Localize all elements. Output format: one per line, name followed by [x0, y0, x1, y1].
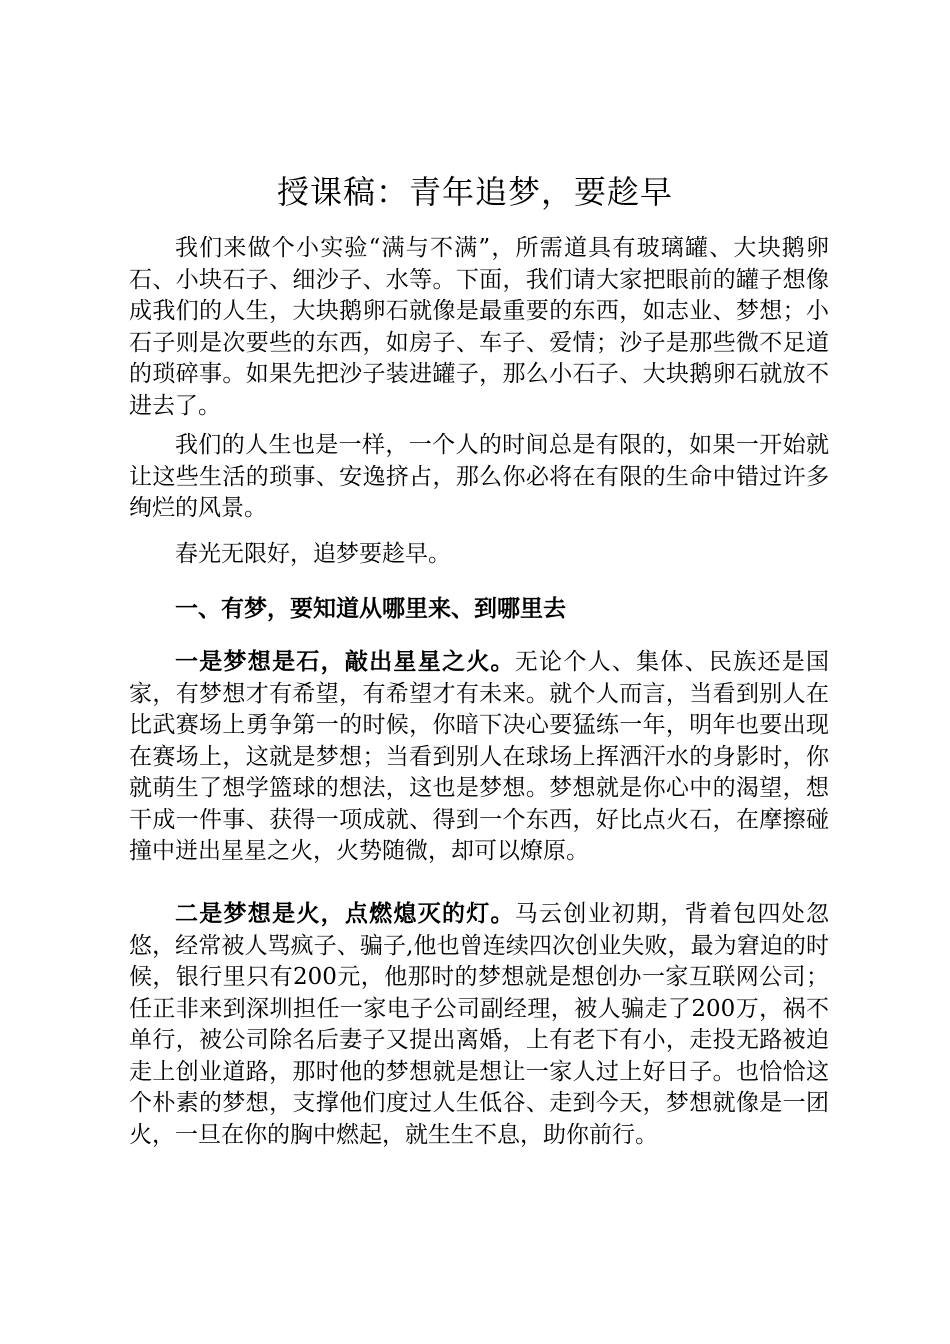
paragraph-body: 无论个人、集体、民族还是国家，有梦想才有希望，有希望才有未来。就个人而言，当看到别人在比武赛场上勇争第一的时候，你暗下决心要猛练一年，明年也要出现在赛场上，这就是梦想；当看到别人在球场上挥洒汗水的身影时，你就萌生了想学篮球的想法，这也是梦想。梦想就是你心中的渴望，想干成一件事、获得一项成就、得到一个东西，好比点火石，在摩擦碰撞中迸出星星之火，火势随微，却可以燎原。: [129, 649, 830, 864]
section-heading-1: 一、有梦，要知道从哪里来、到哪里去: [175, 595, 566, 622]
paragraph-experiment: 我们来做个小实验“满与不满”，所需道具有玻璃罐、大块鹅卵石、小块石子、细沙子、水等。下面，我们请大家把眼前的罐子想像成我们的人生，大块鹅卵石就像是最重要的东西，如志业、梦想；小石子则是次要些的东西，如房子、车子、爱情；沙子是那些微不足道的琐碎事。如果先把沙子装进罐子，那么小石子、大块鹅卵石就放不进去了。: [129, 235, 829, 419]
paragraph-spring: 春光无限好，追梦要趁早。: [175, 541, 451, 567]
paragraph-life-limited: 我们的人生也是一样，一个人的时间总是有限的，如果一开始就让这些生活的琐事、安逸挤占，那么你必将在有限的生命中错过许多绚烂的风景。: [129, 432, 829, 521]
paragraph-dream-fire: [129, 898, 829, 1151]
paragraph-lead: 二是梦想是火，点燃熄灭的灯。: [175, 900, 515, 927]
paragraph-lead: 一是梦想是石，敲出星星之火。: [175, 648, 515, 675]
paragraph-dream-stone: [129, 646, 829, 868]
paragraph-body: 马云创业初期，背着包四处忽悠，经常被人骂疯子、骗子,他也曾连续四次创业失败，最为窘迫的时候，银行里只有200元，他那时的梦想就是想创办一家互联网公司；任正非来到深圳担任一家电子公司副经理，被人骗走了200万，祸不单行，被公司除名后妻子又提出离婚，上有老下有小，走投无路被迫走上创业道路，那时他的梦想就是想让一家人过上好日子。也恰恰这个朴素的梦想，支撑他们度过人生低谷、走到今天，梦想就像是一团火，一旦在你的胸中燃起，就生生不息，助你前行。: [129, 901, 830, 1148]
page-title: 授课稿：青年追梦，要趁早: [276, 173, 673, 211]
